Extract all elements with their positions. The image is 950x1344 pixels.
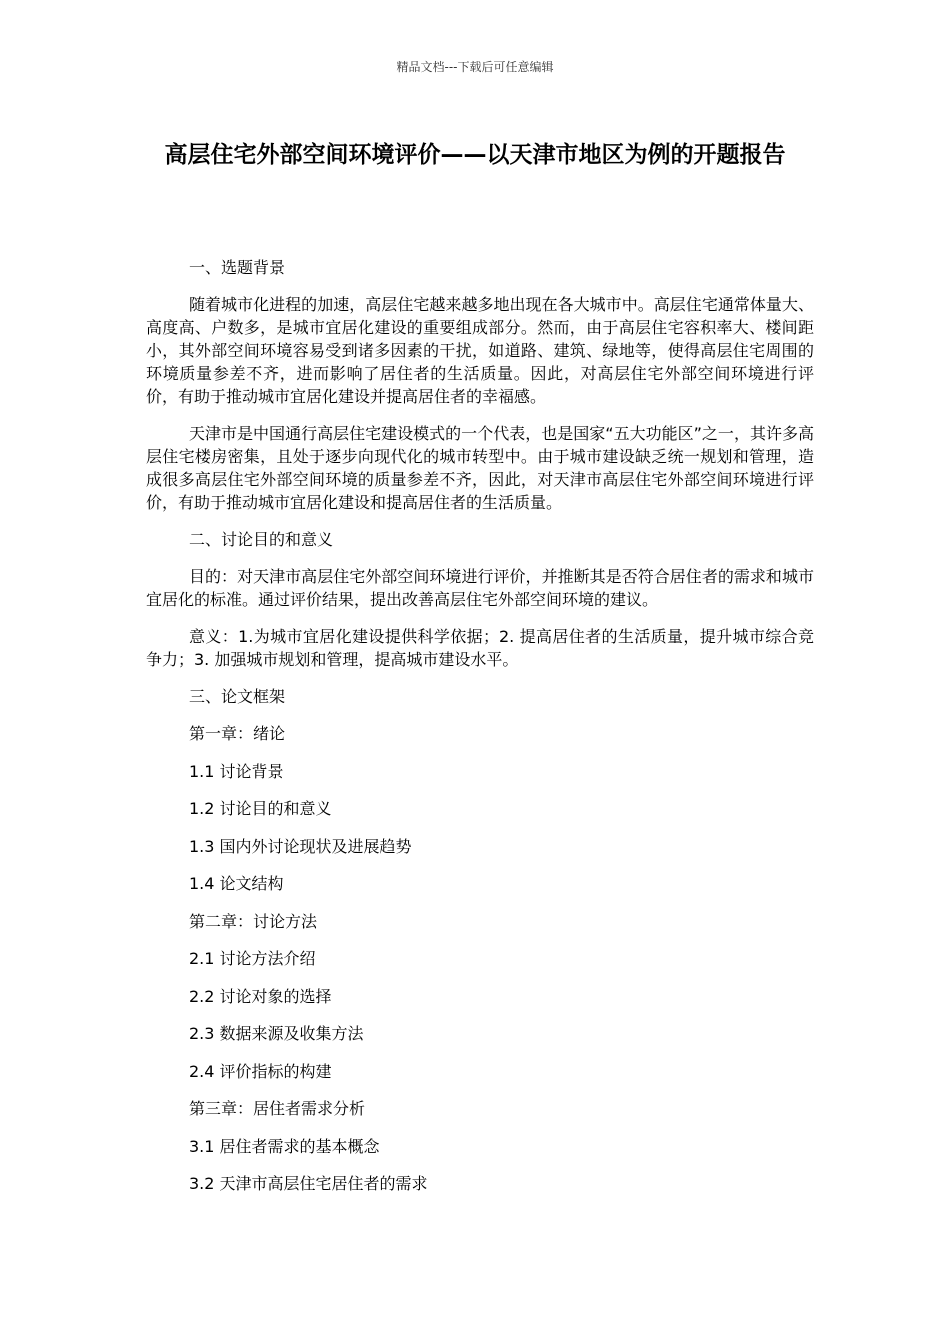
outline-item: 2.4 评价指标的构建 bbox=[189, 1061, 332, 1081]
outline-item: 3.1 居住者需求的基本概念 bbox=[189, 1136, 380, 1156]
section-heading-background: 一、选题背景 bbox=[189, 258, 286, 277]
paragraph-background-1: 随着城市化进程的加速，高层住宅越来越多地出现在各大城市中。高层住宅通常体量大、高度高、户数多，是城市宜居化建设的重要组成部分。然而，由于高层住宅容积率大、楼间距小，其外部空间环境容易受到诸多因素的干扰，如道路、建筑、绿地等，使得高层住宅周围的环境质量参差不齐，进而影响了居住者的生活质量。因此，对高层住宅外部空间环境进行评价，有助于推动城市宜居化建设并提高居住者的幸福感。 bbox=[146, 295, 814, 406]
paragraph-significance: 意义：1.为城市宜居化建设提供科学依据；2. 提高居住者的生活质量，提升城市综合竞争力；3. 加强城市规划和管理，提高城市建设水平。 bbox=[146, 627, 814, 669]
outline-item: 1.3 国内外讨论现状及进展趋势 bbox=[189, 836, 412, 856]
outline-item: 第一章：绪论 bbox=[189, 724, 286, 743]
outline-item: 1.2 讨论目的和意义 bbox=[189, 799, 332, 818]
paragraph-purpose: 目的：对天津市高层住宅外部空间环境进行评价，并推断其是否符合居住者的需求和城市宜居化的标准。通过评价结果，提出改善高层住宅外部空间环境的建议。 bbox=[146, 567, 814, 609]
outline-item: 2.2 讨论对象的选择 bbox=[189, 986, 332, 1006]
document-body bbox=[146, 256, 814, 1210]
document-title: 高层住宅外部空间环境评价——以天津市地区为例的开题报告 bbox=[164, 142, 786, 168]
outline-item: 2.1 讨论方法介绍 bbox=[189, 949, 316, 968]
outline-item: 1.1 讨论背景 bbox=[189, 761, 284, 781]
section-heading-purpose: 二、讨论目的和意义 bbox=[189, 530, 334, 549]
header-note: 精品文档---下载后可任意编辑 bbox=[396, 60, 554, 74]
outline-item: 2.3 数据来源及收集方法 bbox=[189, 1024, 364, 1043]
outline-item: 第三章：居住者需求分析 bbox=[189, 1099, 366, 1118]
outline-item: 1.4 论文结构 bbox=[189, 874, 284, 893]
outline-item: 3.2 天津市高层住宅居住者的需求 bbox=[189, 1174, 428, 1193]
paragraph-background-2: 天津市是中国通行高层住宅建设模式的一个代表，也是国家“五大功能区”之一，其许多高层住宅楼房密集，且处于逐步向现代化的城市转型中。由于城市建设缺乏统一规划和管理，造成很多高层住宅外部空间环境的质量参差不齐，因此，对天津市高层住宅外部空间环境进行评价，有助于推动城市宜居化建设和提高居住者的生活质量。 bbox=[146, 424, 814, 512]
section-heading-framework: 三、论文框架 bbox=[189, 687, 286, 706]
outline-list bbox=[146, 722, 814, 1195]
outline-item: 第二章：讨论方法 bbox=[189, 911, 318, 931]
